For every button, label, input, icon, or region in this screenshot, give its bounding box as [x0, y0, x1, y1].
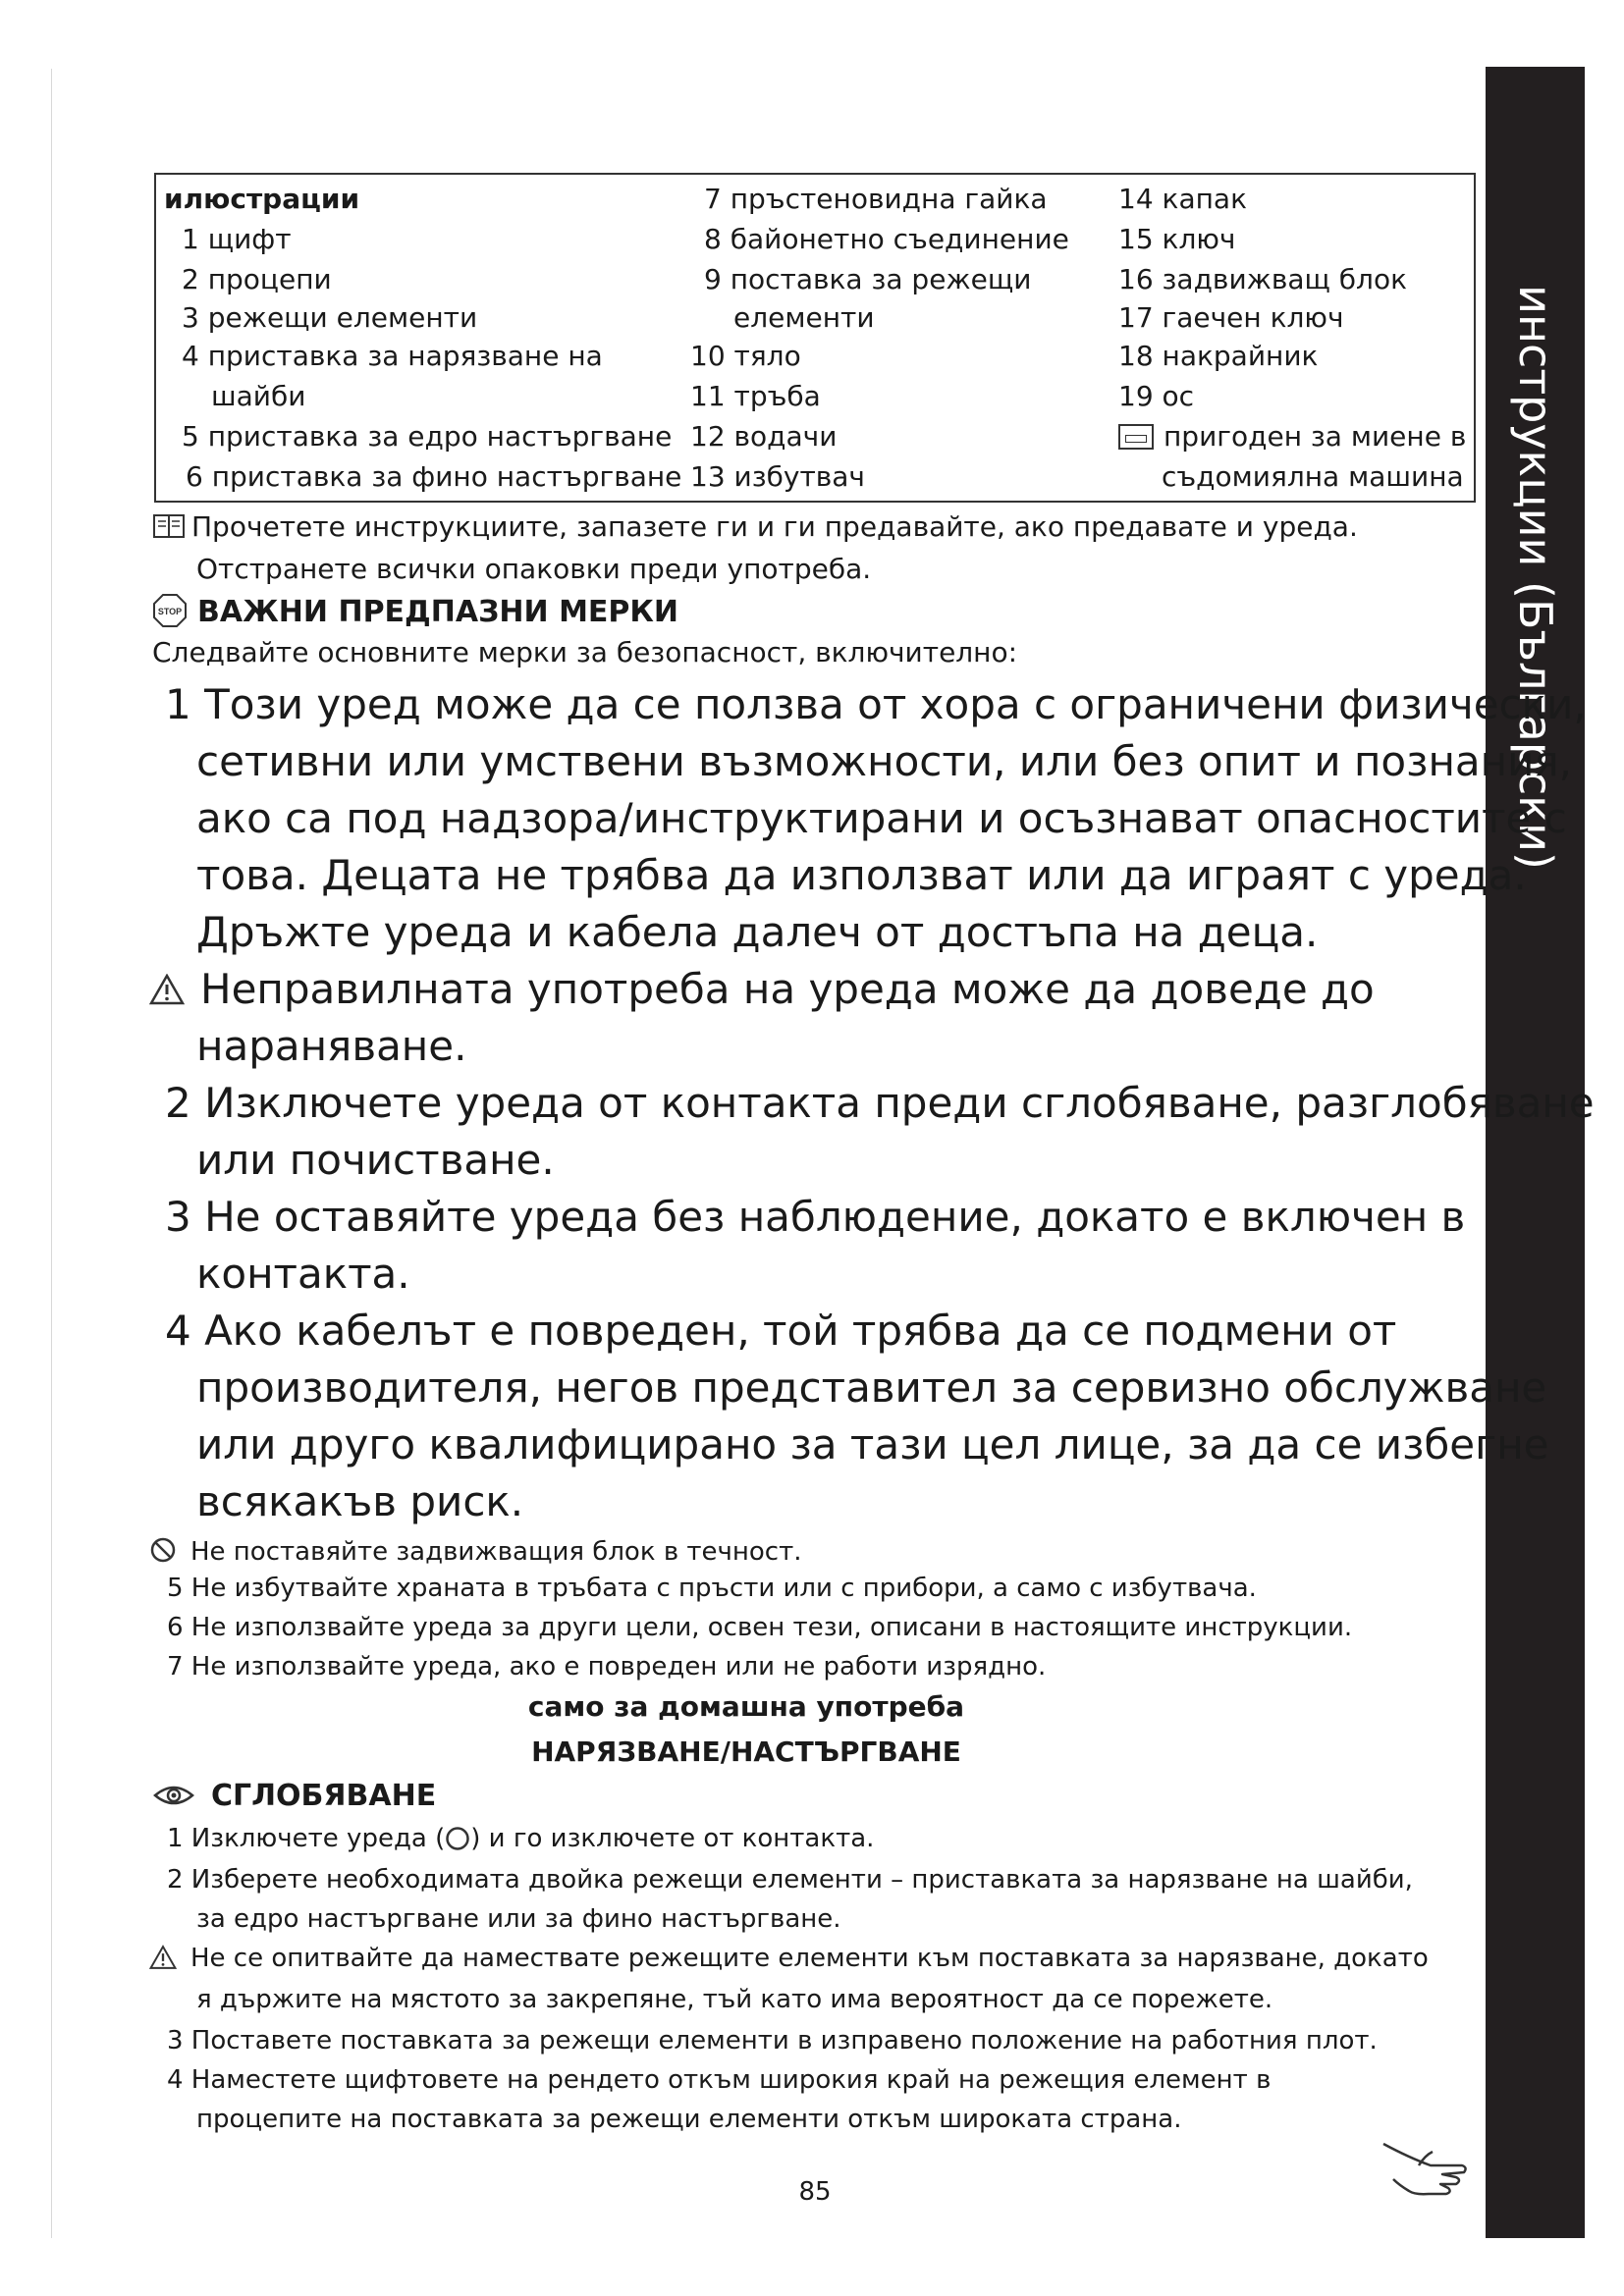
read-note-line1: Прочетете инструкциите, запазете ги и ги предавайте, ако предавате и уреда.: [191, 510, 1358, 543]
safety-item-5: 5 Не избутвайте храната в тръбата с пръсти или с прибори, а само с избутвача.: [167, 1574, 1257, 1603]
warning-misuse-row: [149, 961, 1375, 1018]
legend-item: шайби: [211, 380, 306, 412]
safety-item-4-line1: 4 Ако кабелът е повреден, той трябва да се подмени от: [165, 1307, 1397, 1355]
safety-item-3-line1: 3 Не оставяйте уреда без наблюдение, докато е включен в: [165, 1193, 1466, 1241]
no-liquid-text: Не поставяйте задвижващия блок в течност.: [190, 1537, 802, 1567]
legend-item: 10 тяло: [690, 340, 801, 372]
assembly-step-1-end: ) и го изключете от контакта.: [470, 1824, 875, 1853]
legend-item: 14 капак: [1118, 183, 1247, 215]
safety-item-3-line2: контакта.: [196, 1250, 410, 1298]
legend-column-2: [690, 179, 1069, 497]
legend-item: 3 режещи елементи: [182, 301, 478, 334]
safety-item-6: 6 Не използвайте уреда за други цели, освен тези, описани в настоящите инструкции.: [167, 1613, 1353, 1642]
assembly-step-1-start: 1 Изключете уреда (: [167, 1824, 446, 1853]
safety-item-4-line2: производителя, негов представител за сервизно обслужване: [196, 1363, 1547, 1412]
stop-sign-icon: [152, 593, 188, 628]
legend-item: 8 байонетно съединение: [704, 223, 1069, 255]
safety-item-7: 7 Не използвайте уреда, ако е повреден или не работи изрядно.: [167, 1652, 1047, 1682]
safety-item-1-line1: 1 Този уред може да се ползва от хора с ограничени физически,: [165, 680, 1587, 728]
legend-item: 1 щифт: [182, 223, 292, 255]
legend-item: 7 пръстеновидна гайка: [704, 183, 1048, 215]
book-icon: [152, 512, 186, 540]
legend-item: 16 задвижващ блок: [1118, 263, 1407, 295]
assembly-warning-text: Не се опитвайте да намествате режещите елементи към поставката за нарязване, докато: [190, 1944, 1429, 1973]
legend-item: 18 накрайник: [1118, 340, 1319, 372]
safety-item-2-line2: или почистване.: [196, 1136, 555, 1184]
eye-icon: [152, 1782, 195, 1809]
safety-item-1-line4: това. Децата не трябва да използват или да играят с уреда.: [196, 851, 1527, 899]
assembly-heading-row: [152, 1779, 436, 1813]
legend-item: 11 тръба: [690, 380, 821, 412]
assembly-step-2-line1: 2 Изберете необходимата двойка режещи елементи – приставката за нарязване на шайби,: [167, 1865, 1413, 1895]
assembly-step-1: [167, 1824, 874, 1853]
warning-misuse-line2: нараняване.: [196, 1022, 467, 1070]
safety-heading: ВАЖНИ ПРЕДПАЗНИ МЕРКИ: [197, 595, 679, 629]
page-number: 85: [798, 2177, 832, 2207]
assembly-step-2-line2: за едро настъргване или за фино настъргване.: [196, 1904, 841, 1934]
safety-item-1-line2: сетивни или умствени възможности, или без опит и познания,: [196, 737, 1573, 785]
legend-item: 5 приставка за едро настъргване: [182, 420, 673, 453]
dishwasher-icon: [1118, 424, 1154, 450]
legend-dishwasher-row: [1118, 416, 1466, 456]
assembly-step-4-line1: 4 Наместете щифтовете на рендето откъм широкия край на режещия елемент в: [167, 2065, 1272, 2095]
read-instructions-note: [152, 510, 1358, 543]
safety-item-1-line3: ако са под надзора/инструктирани и осъзнават опасностите с: [196, 794, 1567, 842]
side-language-tab: [1486, 67, 1585, 2238]
off-position-icon: [445, 1826, 470, 1851]
legend-item: 19 ос: [1118, 380, 1195, 412]
legend-item: 6 приставка за фино настъргване: [186, 460, 682, 493]
warning-triangle-icon: [149, 974, 185, 1005]
stop-sign-label: STOP: [157, 607, 183, 616]
legend-column-1: [164, 179, 681, 497]
legend-item: 15 ключ: [1118, 223, 1236, 255]
safety-intro: Следвайте основните мерки за безопасност, включително:: [152, 636, 1018, 668]
assembly-step-4-line2: процепите на поставката за режещи елементи откъм широката страна.: [196, 2105, 1182, 2134]
illustrations-legend: [154, 173, 1476, 503]
legend-item: 4 приставка за нарязване на: [182, 340, 603, 372]
home-use-note: само за домашна употреба: [527, 1690, 965, 1723]
legend-item: 13 избутвач: [690, 460, 865, 493]
side-tab-label: инструкции (Български): [1508, 285, 1562, 870]
read-note-line2: Отстранете всички опаковки преди употреба.: [196, 553, 872, 585]
safety-item-4-line4: всякакъв риск.: [196, 1477, 524, 1525]
assembly-step-3: 3 Поставете поставката за режещи елементи в изправено положение на работния плот.: [167, 2026, 1378, 2056]
legend-item: елементи: [733, 301, 875, 334]
assembly-warning-line2: я държите на мястото за закрепяне, тъй като има вероятност да се порежете.: [196, 1985, 1273, 2014]
safety-item-2-line1: 2 Изключете уреда от контакта преди сглобяване, разглобяване: [165, 1079, 1595, 1127]
safety-item-4-line3: или друго квалифицирано за тази цел лице, за да се избегне: [196, 1420, 1549, 1468]
safety-heading-row: [152, 593, 678, 629]
legend-item: 9 поставка за режещи: [704, 263, 1032, 295]
legend-item: 17 гаечен ключ: [1118, 301, 1344, 334]
no-liquid-row: [149, 1536, 802, 1567]
legend-column-3: [1118, 179, 1466, 497]
safety-item-1-line5: Дръжте уреда и кабела далеч от достъпа на деца.: [196, 908, 1319, 956]
legend-item: 2 процепи: [182, 263, 332, 295]
section-title: НАРЯЗВАНЕ/НАСТЪРГВАНЕ: [531, 1735, 961, 1768]
assembly-warning-row: [149, 1944, 1429, 1973]
prohibited-icon: [149, 1536, 177, 1564]
warning-triangle-icon: [149, 1945, 177, 1970]
assembly-heading: СГЛОБЯВАНЕ: [211, 1779, 437, 1813]
page-margin-line: [51, 69, 52, 2238]
legend-item: съдомиялна машина: [1162, 460, 1464, 493]
warning-misuse-text: Неправилната употреба на уреда може да доведе до: [200, 965, 1375, 1013]
legend-item: 12 водачи: [690, 420, 838, 453]
legend-title: илюстрации: [164, 183, 360, 215]
legend-item: пригоден за миене в: [1164, 420, 1467, 453]
